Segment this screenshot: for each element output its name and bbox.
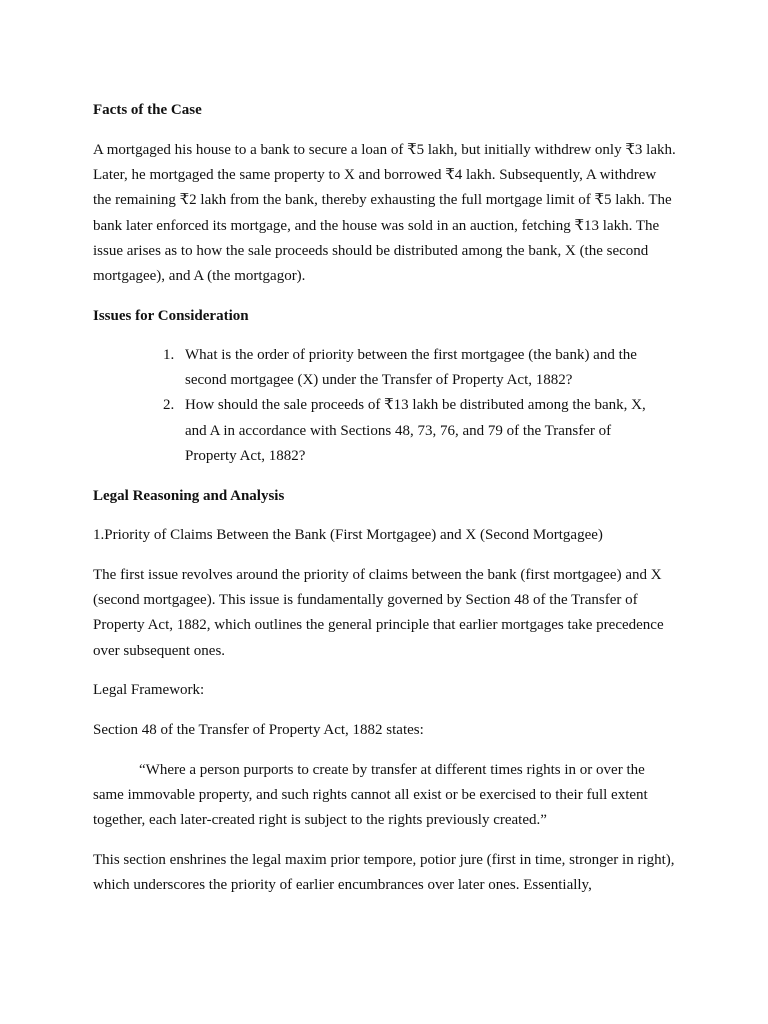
analysis-subheading: 1.Priority of Claims Between the Bank (First Mortgagee) and X (Second Mortgagee)	[93, 527, 603, 543]
legal-framework-label: Legal Framework:	[93, 682, 205, 698]
analysis-paragraph: The first issue revolves around the priority of claims between the bank (first mortgagee) and X (second mortgagee). This issue is fundamentally governed by Section 48 of the Transfer of Property Act, 1882, which outlines the general principle that earlier mortgages take precedence over subsequent ones.	[93, 567, 664, 659]
analysis-heading: Legal Reasoning and Analysis	[93, 488, 285, 504]
issues-list	[163, 343, 663, 469]
issue-number: 1.	[163, 347, 175, 363]
section-intro: Section 48 of the Transfer of Property Act, 1882 states:	[93, 722, 424, 738]
closing-paragraph: This section enshrines the legal maxim prior tempore, potior jure (first in time, stronger in right), which underscores the priority of earlier encumbrances over later ones. Essentially,	[93, 852, 675, 894]
issue-item-1	[163, 343, 663, 393]
issue-text: How should the sale proceeds of ₹13 lakh be distributed among the bank, X, and A in accordance with Sections 48, 73, 76, and 79 of the Transfer of Property Act, 1882?	[185, 397, 646, 464]
facts-heading: Facts of the Case	[93, 102, 202, 118]
section-48-quote: “Where a person purports to create by transfer at different times rights in or over the same immovable property, and such rights cannot all exist or be exercised to their full extent together, each later-created right is subject to the rights previously created.”	[93, 762, 648, 829]
issue-number: 2.	[163, 397, 175, 414]
issue-item-2	[163, 393, 663, 469]
facts-paragraph: A mortgaged his house to a bank to secure a loan of ₹5 lakh, but initially withdrew only ₹3 lakh. Later, he mortgaged the same property to X and borrowed ₹4 lakh. Subsequently, A withdrew the remaining ₹2 lakh from the bank, thereby exhausting the full mortgage limit of ₹5 lakh. The bank later enforced its mortgage, and the house was sold in an auction, fetching ₹13 lakh. The issue arises as to how the sale proceeds should be distributed among the bank, X (the second mortgagee), and A (the mortgagor).	[93, 142, 676, 285]
issue-text: What is the order of priority between the first mortgagee (the bank) and the second mortgagee (X) under the Transfer of Property Act, 1882?	[185, 347, 637, 389]
issues-heading: Issues for Consideration	[93, 308, 249, 324]
